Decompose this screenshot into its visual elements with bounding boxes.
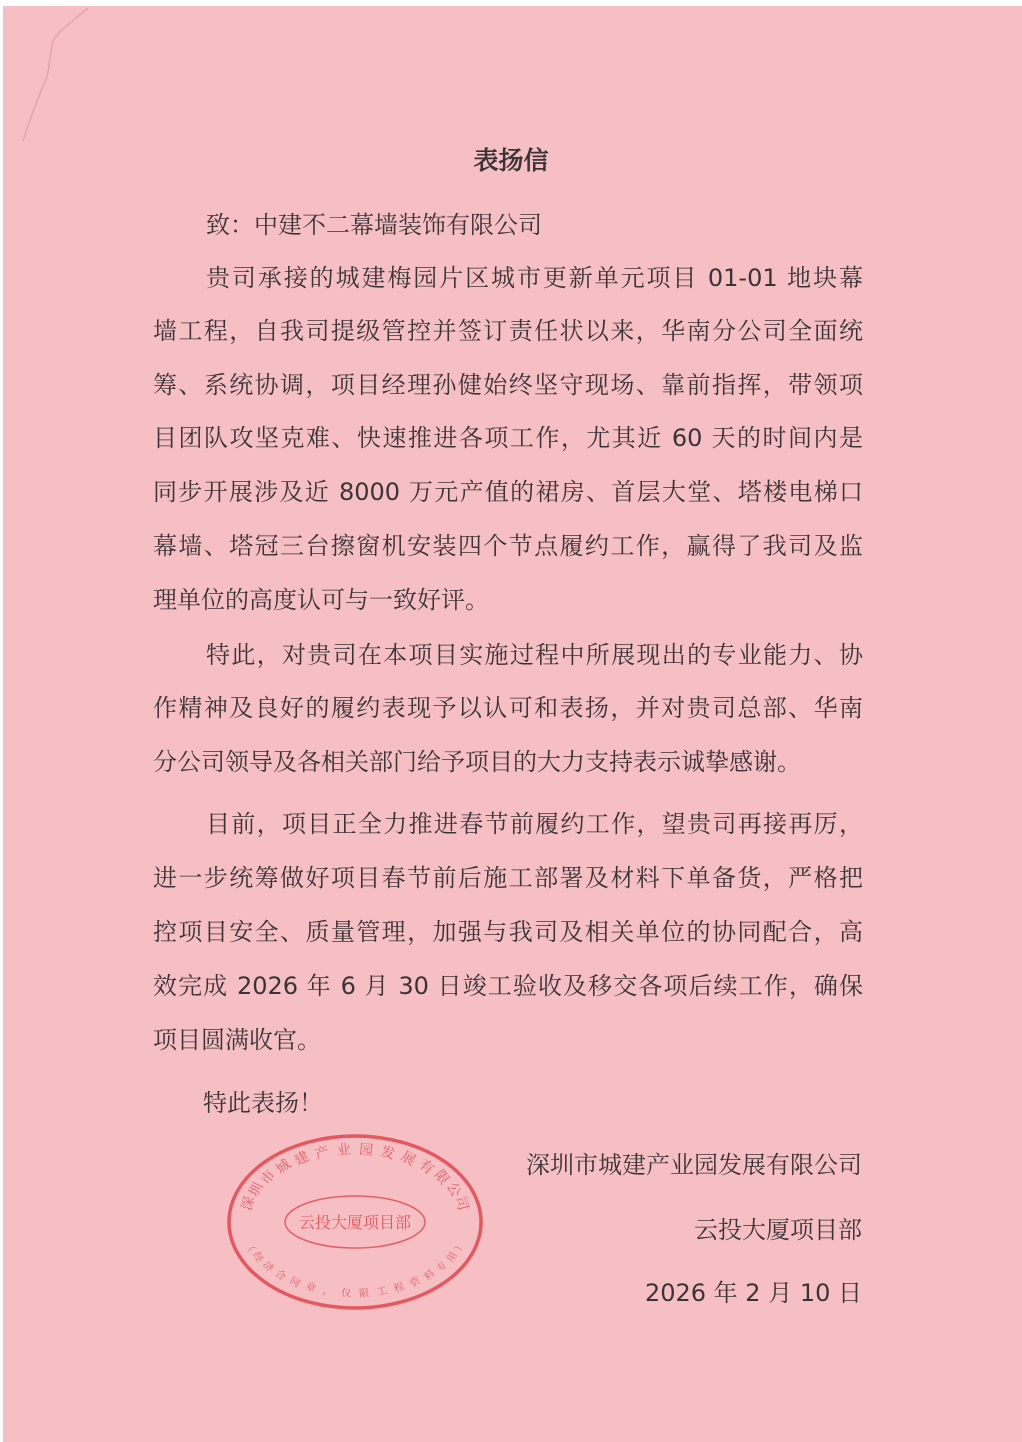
seal-glyph: 用 [445, 1250, 460, 1265]
body-line: 同步开展涉及近 8000 万元产值的裙房、首层大堂、塔楼电梯口 [153, 478, 863, 506]
body-line: 筹、系统协调，项目经理孙健始终坚守现场、靠前指挥，带领项 [153, 371, 863, 399]
paper-crease [3, 6, 103, 146]
seal-glyph: 建 [291, 1148, 312, 1170]
seal-glyph: 工 [375, 1285, 389, 1299]
seal-glyph: 济 [260, 1259, 276, 1275]
seal-glyph: 限 [358, 1287, 370, 1300]
letter-title: 表扬信 [473, 146, 549, 175]
signature-department: 云投大厦项目部 [694, 1216, 862, 1244]
closing: 特此表扬！ [203, 1089, 323, 1117]
seal-glyph: 城 [273, 1156, 295, 1178]
seal-glyph: 合 [272, 1268, 288, 1283]
seal-glyph: 经 [250, 1250, 265, 1265]
seal-glyph: （ [242, 1240, 257, 1254]
body-line: 进一步统筹做好项目春节前后施工部署及材料下单备货，严格把 [153, 864, 863, 892]
body-line: 项目圆满收官。 [153, 1026, 321, 1054]
seal-glyph: ） [453, 1240, 468, 1254]
seal-outer-text [239, 1142, 471, 1212]
seal-glyph: 料 [422, 1268, 438, 1283]
seal-glyph: 司 [451, 1194, 471, 1213]
body-line: 控项目安全、质量管理，加强与我司及相关单位的协同配合，高 [153, 918, 863, 946]
seal-glyph: 程 [392, 1281, 407, 1296]
body-line: 理单位的高度认可与一致好评。 [153, 586, 489, 614]
signature-date: 2026 年 2 月 10 日 [644, 1279, 862, 1307]
body-line: 特此，对贵司在本项目实施过程中所展现出的专业能力、协 [206, 641, 863, 669]
salutation: 致：中建不二幕墙装饰有限公司 [206, 211, 542, 239]
seal-glyph: 仅 [340, 1287, 352, 1300]
body-line: 分公司领导及各相关部门给予项目的大力支持表示诚挚感谢。 [153, 748, 801, 776]
seal-glyph: 市 [257, 1167, 280, 1189]
seal-glyph: 公 [443, 1179, 464, 1200]
body-line: 墙工程，自我司提级管控并签订责任状以来，华南分公司全面统 [153, 317, 863, 345]
body-line: 目团队攻坚克难、快速推进各项工作，尤其近 60 天的时间内是 [153, 424, 863, 452]
seal-glyph: 展 [398, 1148, 419, 1170]
seal-glyph: ， [321, 1285, 335, 1299]
seal-glyph: 同 [287, 1275, 302, 1290]
seal-glyph: 有 [415, 1156, 437, 1178]
seal-glyph: 深 [239, 1194, 259, 1213]
seal-glyph: 圳 [246, 1179, 267, 1200]
signature-company: 深圳市城建产业园发展有限公司 [526, 1151, 862, 1179]
seal-glyph: 章 [303, 1281, 318, 1296]
seal-glyph: 发 [378, 1143, 397, 1164]
body-line: 幕墙、塔冠三台擦窗机安装四个节点履约工作，赢得了我司及监 [153, 532, 863, 560]
body-line: 效完成 2026 年 6 月 30 日竣工验收及移交各项后续工作，确保 [153, 972, 863, 1000]
body-line: 贵司承接的城建梅园片区城市更新单元项目 01-01 地块幕 [206, 264, 863, 292]
seal-glyph: 专 [434, 1259, 450, 1275]
seal-glyph: 限 [430, 1167, 453, 1189]
seal-inner-text: 云投大厦项目部 [298, 1213, 412, 1232]
body-line: 作精神及良好的履约表现予以认可和表扬，并对贵司总部、华南 [153, 694, 863, 722]
body-line: 目前，项目正全力推进春节前履约工作，望贵司再接再厉， [206, 810, 863, 838]
seal-glyph: 园 [358, 1141, 374, 1160]
seal-glyph: 业 [336, 1141, 352, 1160]
company-seal [225, 1132, 485, 1312]
seal-glyph: 产 [313, 1143, 332, 1164]
seal-glyph: 资 [408, 1275, 423, 1290]
